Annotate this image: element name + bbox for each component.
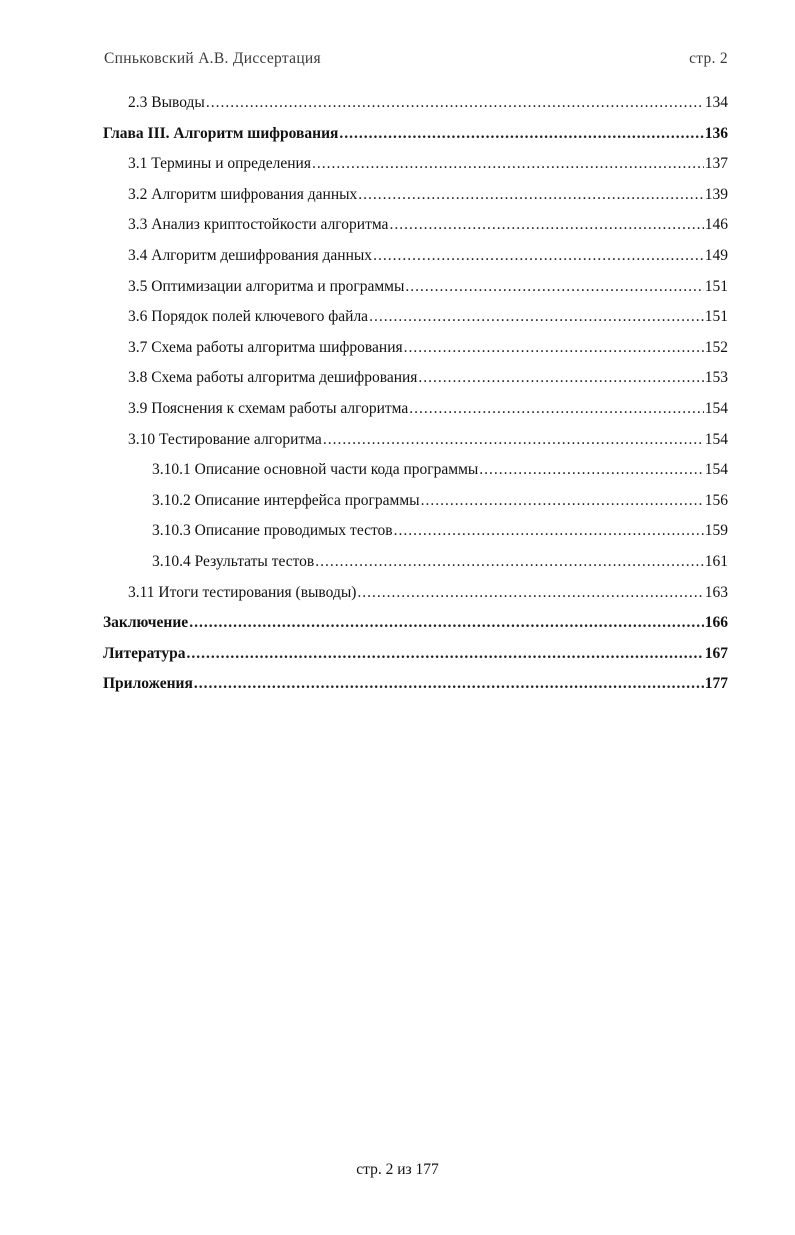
- toc-entry-page: 166: [704, 614, 728, 632]
- toc-entry[interactable]: [103, 461, 728, 492]
- toc-dot-leader: [357, 584, 703, 602]
- toc-dot-leader: [358, 186, 703, 204]
- toc-entry-title: 3.11 Итоги тестирования (выводы): [128, 583, 357, 601]
- toc-entry-title: 3.10.3 Описание проводимых тестов: [152, 522, 393, 540]
- toc-entry-title: 3.8 Схема работы алгоритма дешифрования: [128, 369, 418, 387]
- toc-entry[interactable]: [103, 675, 728, 706]
- toc-entry[interactable]: [103, 94, 728, 125]
- page-footer: стр. 2 из 177: [356, 1161, 439, 1178]
- toc-entry-title: Литература: [103, 644, 186, 662]
- toc-entry[interactable]: [103, 522, 728, 553]
- toc-entry-page: 177: [704, 675, 728, 693]
- toc-entry[interactable]: [103, 278, 728, 309]
- toc-entry[interactable]: [103, 155, 728, 186]
- toc-entry-page: 161: [704, 552, 728, 570]
- toc-dot-leader: [409, 400, 703, 418]
- toc-entry-page: 151: [704, 308, 728, 326]
- toc-dot-leader: [404, 339, 704, 357]
- toc-dot-leader: [315, 553, 703, 571]
- toc-entry-page: 163: [704, 583, 728, 601]
- toc-entry[interactable]: [103, 308, 728, 339]
- toc-entry-title: 3.1 Термины и определения: [128, 155, 311, 173]
- toc-entry[interactable]: [103, 492, 728, 523]
- toc-dot-leader: [421, 492, 704, 510]
- toc-entry[interactable]: [103, 186, 728, 217]
- toc-entry-page: 134: [704, 94, 728, 111]
- toc-dot-leader: [206, 94, 704, 112]
- toc-entry-page: 153: [704, 369, 728, 387]
- toc-entry[interactable]: [103, 369, 728, 400]
- toc-dot-leader: [323, 431, 704, 449]
- toc-dot-leader: [339, 125, 703, 143]
- toc-entry-title: 3.10.1 Описание основной части кода программы: [152, 461, 479, 479]
- toc-dot-leader: [418, 369, 703, 387]
- toc-entry-title: 3.7 Схема работы алгоритма шифрования: [128, 338, 403, 356]
- toc-dot-leader: [312, 155, 704, 173]
- toc-entry-page: 152: [704, 338, 728, 356]
- toc-dot-leader: [369, 308, 704, 326]
- toc-entry-page: 154: [704, 430, 728, 448]
- toc-dot-leader: [186, 645, 703, 663]
- toc-entry[interactable]: [103, 584, 728, 615]
- toc-entry-page: 154: [704, 461, 728, 479]
- toc-entry[interactable]: [103, 247, 728, 278]
- table-of-contents: [103, 94, 728, 706]
- toc-entry[interactable]: [103, 553, 728, 584]
- running-header: [104, 50, 728, 72]
- toc-entry-title: Заключение: [103, 614, 189, 632]
- toc-entry[interactable]: [103, 614, 728, 645]
- toc-entry-title: 3.10.4 Результаты тестов: [152, 552, 315, 570]
- header-author-title: Спньковский А.В. Диссертация: [104, 50, 321, 67]
- toc-entry[interactable]: [103, 216, 728, 247]
- toc-entry-title: Глава III. Алгоритм шифрования: [103, 124, 339, 142]
- toc-entry-page: 159: [704, 522, 728, 540]
- toc-entry-page: 137: [704, 155, 728, 173]
- toc-entry-title: 3.10 Тестирование алгоритма: [128, 430, 322, 448]
- toc-dot-leader: [389, 216, 703, 234]
- toc-dot-leader: [194, 675, 704, 693]
- toc-entry-title: 2.3 Выводы: [128, 94, 205, 111]
- toc-entry-page: 167: [704, 644, 728, 662]
- toc-entry-page: 151: [704, 277, 728, 295]
- toc-entry-page: 139: [704, 185, 728, 203]
- toc-entry-title: 3.4 Алгоритм дешифрования данных: [128, 246, 373, 264]
- toc-entry[interactable]: [103, 645, 728, 676]
- toc-entry-title: 3.2 Алгоритм шифрования данных: [128, 185, 358, 203]
- toc-entry[interactable]: [103, 339, 728, 370]
- toc-entry[interactable]: [103, 431, 728, 462]
- toc-entry-page: 156: [704, 491, 728, 509]
- toc-entry-title: 3.3 Анализ криптостойкости алгоритма: [128, 216, 389, 234]
- toc-entry-title: Приложения: [103, 675, 193, 693]
- toc-entry-page: 146: [704, 216, 728, 234]
- toc-dot-leader: [394, 522, 704, 540]
- toc-entry-title: 3.6 Порядок полей ключевого файла: [128, 308, 369, 326]
- toc-entry-page: 136: [704, 124, 728, 142]
- toc-dot-leader: [479, 461, 703, 479]
- toc-entry-title: 3.9 Пояснения к схемам работы алгоритма: [128, 399, 409, 417]
- toc-entry[interactable]: [103, 400, 728, 431]
- toc-entry-page: 149: [704, 246, 728, 264]
- toc-entry[interactable]: [103, 125, 728, 156]
- toc-dot-leader: [373, 247, 704, 265]
- toc-dot-leader: [405, 278, 703, 296]
- toc-entry-page: 154: [704, 399, 728, 417]
- header-page-number: стр. 2: [689, 50, 728, 67]
- toc-entry-title: 3.5 Оптимизации алгоритма и программы: [128, 277, 405, 295]
- toc-dot-leader: [189, 614, 704, 632]
- toc-entry-title: 3.10.2 Описание интерфейса программы: [152, 491, 420, 509]
